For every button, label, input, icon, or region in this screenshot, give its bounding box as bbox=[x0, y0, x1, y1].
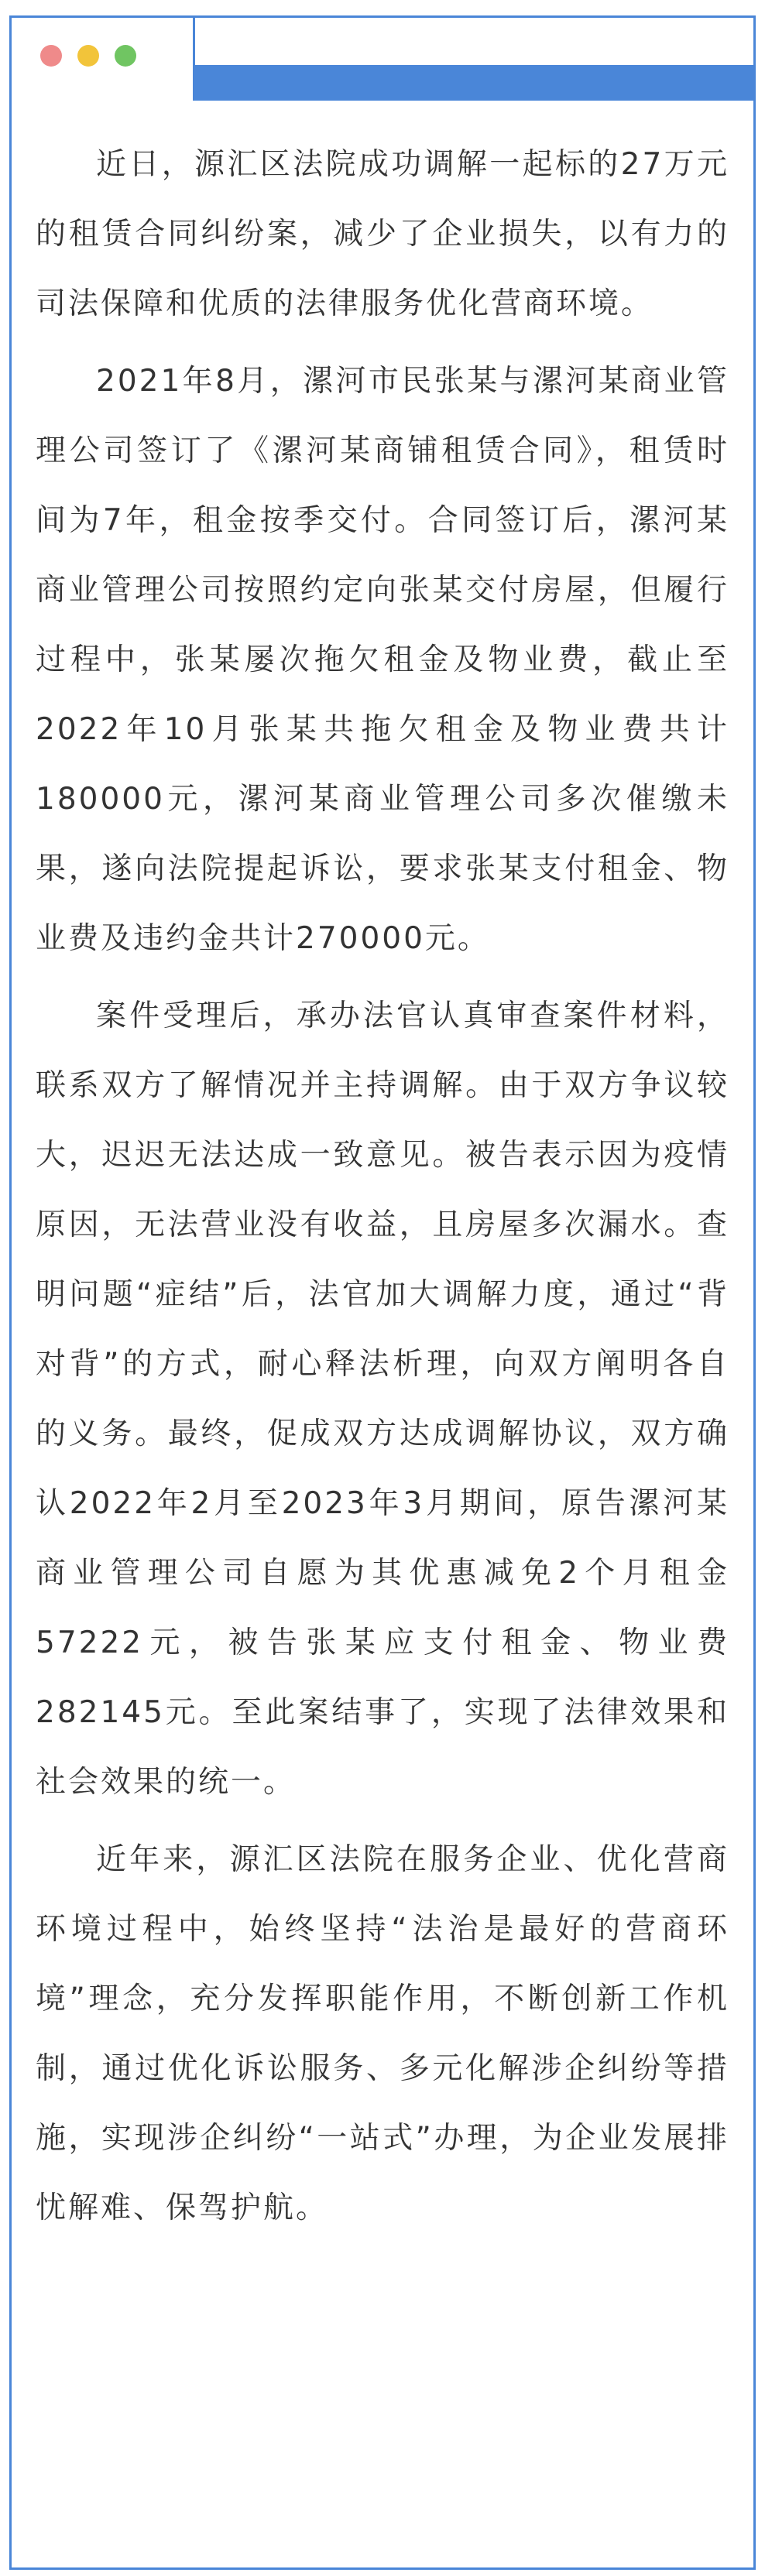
paragraph-conclusion: 近年来，源汇区法院在服务企业、优化营商环境过程中，始终坚持“法治是最好的营商环境”理念，充分发挥职能作用，不断创新工作机制，通过优化诉讼服务、多元化解涉企纠纷等措施，实现涉企纠纷“一站式”办理，为企业发展排忧解难、保驾护航。 bbox=[36, 1842, 729, 2225]
yellow-dot-icon bbox=[77, 45, 99, 67]
paragraph-intro: 近日，源汇区法院成功调解一起标的27万元的租赁合同纠纷案，减少了企业损失，以有力的司法保障和优质的法律服务优化营商环境。 bbox=[36, 147, 729, 321]
green-dot-icon bbox=[115, 45, 136, 67]
article-body bbox=[36, 130, 729, 2251]
red-dot-icon bbox=[40, 45, 62, 67]
header-accent-bar bbox=[195, 65, 756, 101]
paragraph-background: 2021年8月，漯河市民张某与漯河某商业管理公司签订了《漯河某商铺租赁合同》，租赁时间为7年，租金按季交付。合同签订后，漯河某商业管理公司按照约定向张某交付房屋，但履行过程中，张某屡次拖欠租金及物业费，截止至2022年10月张某共拖欠租金及物业费共计180000元，漯河某商业管理公司多次催缴未果，遂向法院提起诉讼，要求张某支付租金、物业费及违约金共计270000元。 bbox=[36, 364, 729, 956]
paragraph-mediation: 案件受理后，承办法官认真审查案件材料，联系双方了解情况并主持调解。由于双方争议较大，迟迟无法达成一致意见。被告表示因为疫情原因，无法营业没有收益，且房屋多次漏水。查明问题“症结”后，法官加大调解力度，通过“背对背”的方式，耐心释法析理，向双方阐明各自的义务。最终，促成双方达成调解协议，双方确认2022年2月至2023年3月期间，原告漯河某商业管理公司自愿为其优惠减免2个月租金57222元，被告张某应支付租金、物业费282145元。至此案结事了，实现了法律效果和社会效果的统一。 bbox=[36, 999, 729, 1800]
window-controls bbox=[40, 45, 136, 67]
